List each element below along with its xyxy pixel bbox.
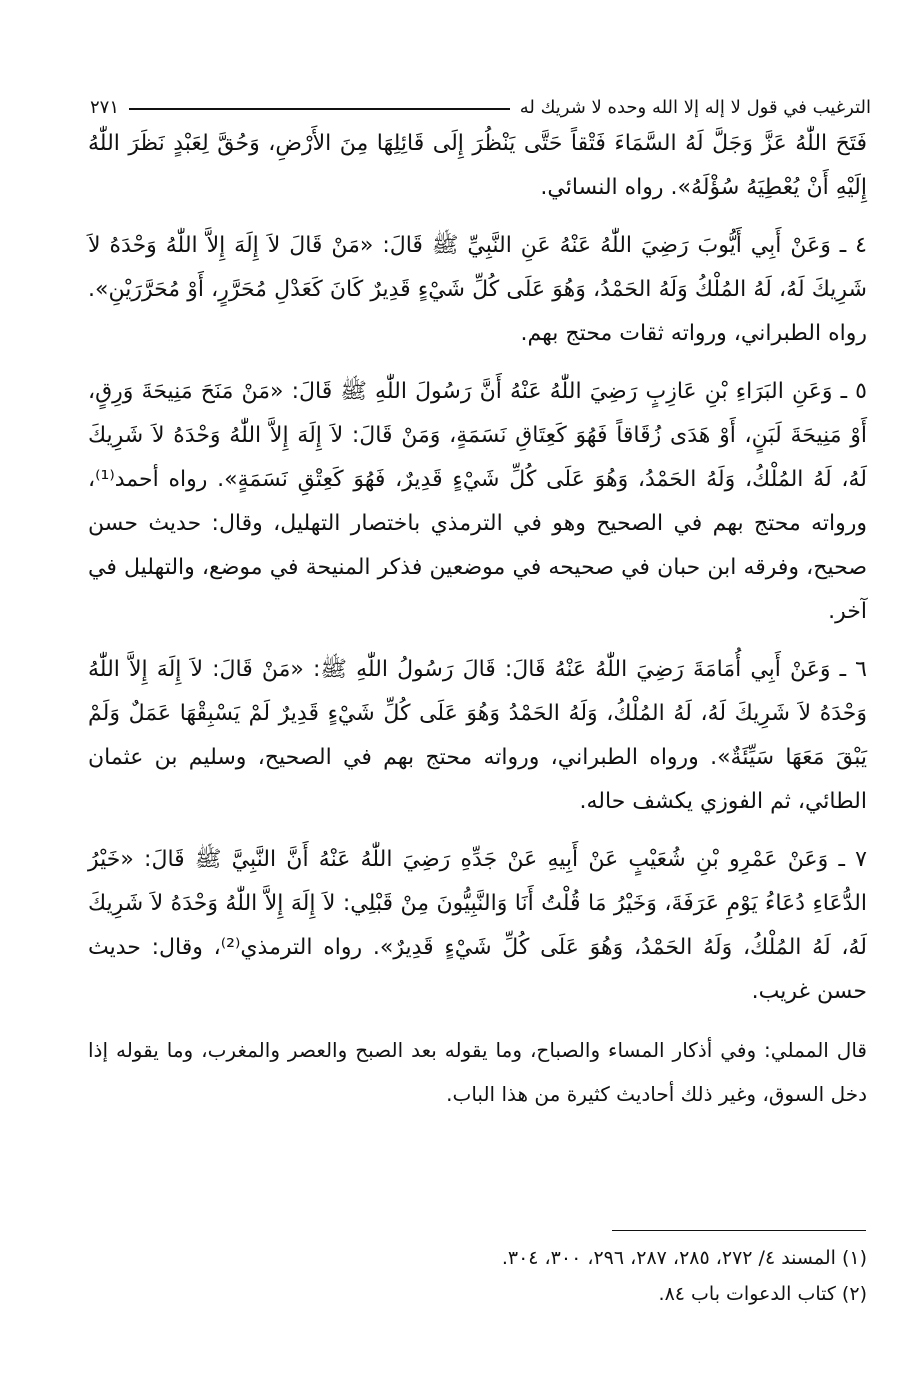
running-header bbox=[90, 84, 871, 118]
header-rule bbox=[129, 108, 510, 110]
footnote-2: (٢) كتاب الدعوات باب ٨٤. bbox=[658, 1283, 867, 1305]
paragraph-continuation: فَتَحَ اللّٰهُ عَزَّ وَجَلَّ لَهُ السَّمَاءَ فَتْقاً حَتَّى يَنْظُرَ إِلَى قَائِلِهَا مِنَ الأَرْضِ، وَحُقَّ لِعَبْدٍ نَظَرَ اللّٰهُ إِلَيْهِ أَنْ يُعْطِيَهُ سُؤْلَهُ». رواه النسائي. bbox=[88, 131, 867, 200]
page-number: ٢٧١ bbox=[90, 97, 120, 118]
paragraph-hadith-5: ٥ ـ وَعَنِ البَرَاءِ بْنِ عَازِبٍ رَضِيَ اللّٰهُ عَنْهُ أَنَّ رَسُولَ اللّٰهِ ﷺ قَالَ: «مَنْ مَنَحَ مَنِيحَةَ وَرِقٍ، أَوْ مَنِيحَةَ لَبَنٍ، أَوْ هَدَى زُقَاقاً فَهُوَ كَعِتَاقِ نَسَمَةٍ، وَمَنْ قَالَ: لاَ إِلَهَ إِلاَّ اللّٰهُ وَحْدَهُ لاَ شَرِيكَ لَهُ، لَهُ المُلْكُ، وَلَهُ الحَمْدُ، وَهُوَ عَلَى كُلِّ شَيْءٍ قَدِيرٌ، فَهُوَ كَعِتْقِ نَسَمَةٍ». رواه أحمد⁽¹⁾، ورواته محتج بهم في الصحيح وهو في الترمذي باختصار التهليل، وقال: حديث حسن صحيح، وفرقه ابن حبان في صحيحه في موضعين فذكر المنيحة في موضع، والتهليل في آخر. bbox=[88, 379, 867, 624]
footnote-divider bbox=[612, 1230, 866, 1231]
paragraph-hadith-4: ٤ ـ وَعَنْ أَبِي أَيُّوبَ رَضِيَ اللّٰهُ عَنْهُ عَنِ النَّبِيِّ ﷺ قَالَ: «مَنْ قَالَ لاَ إِلَهَ إِلاَّ اللّٰهُ وَحْدَهُ لاَ شَرِيكَ لَهُ، لَهُ المُلْكُ وَلَهُ الحَمْدُ، وَهُوَ عَلَى كُلِّ شَيْءٍ قَدِيرٌ كَانَ كَعَدْلِ مُحَرَّرٍ، أَوْ مُحَرَّرَيْنِ». رواه الطبراني، ورواته ثقات محتج بهم. bbox=[88, 233, 867, 346]
footnotes bbox=[300, 1240, 867, 1312]
paragraph-author-note: قال المملي: وفي أذكار المساء والصباح، وما يقوله بعد الصبح والعصر والمغرب، وما يقوله إذا دخل السوق، وغير ذلك أحاديث كثيرة من هذا الباب. bbox=[88, 1038, 867, 1106]
header-title: الترغيب في قول لا إله إلا الله وحده لا شريك له bbox=[519, 97, 871, 118]
page-body bbox=[88, 122, 867, 1130]
paragraph-hadith-7: ٧ ـ وَعَنْ عَمْرِو بْنِ شُعَيْبٍ عَنْ أَبِيهِ عَنْ جَدِّهِ رَضِيَ اللّٰهُ عَنْهُ أَنَّ النَّبِيَّ ﷺ قَالَ: «خَيْرُ الدُّعَاءِ دُعَاءُ يَوْمِ عَرَفَةَ، وَخَيْرُ مَا قُلْتُ أَنَا وَالنَّبِيُّونَ مِنْ قَبْلِي: لاَ إِلَهَ إِلاَّ اللّٰهُ وَحْدَهُ لاَ شَرِيكَ لَهُ، لَهُ المُلْكُ، وَلَهُ الحَمْدُ، وَهُوَ عَلَى كُلِّ شَيْءٍ قَدِيرٌ». رواه الترمذي⁽²⁾، وقال: حديث حسن غريب. bbox=[88, 847, 867, 1004]
paragraph-hadith-6: ٦ ـ وَعَنْ أَبِي أُمَامَةَ رَضِيَ اللّٰهُ عَنْهُ قَالَ: قَالَ رَسُولُ اللّٰهِ ﷺ: «مَنْ قَالَ: لاَ إِلَهَ إِلاَّ اللّٰهُ وَحْدَهُ لاَ شَرِيكَ لَهُ، لَهُ المُلْكُ، وَلَهُ الحَمْدُ وَهُوَ عَلَى كُلِّ شَيْءٍ قَدِيرٌ لَمْ يَسْبِقْهَا عَمَلٌ وَلَمْ يَبْقَ مَعَهَا سَيِّئَةٌ». ورواه الطبراني، ورواته محتج بهم في الصحيح، وسليم بن عثمان الطائي، ثم الفوزي يكشف حاله. bbox=[88, 657, 867, 814]
footnote-1: (١) المسند ٤/ ٢٧٢، ٢٨٥، ٢٨٧، ٢٩٦، ٣٠٠، ٣٠٤. bbox=[501, 1247, 867, 1269]
